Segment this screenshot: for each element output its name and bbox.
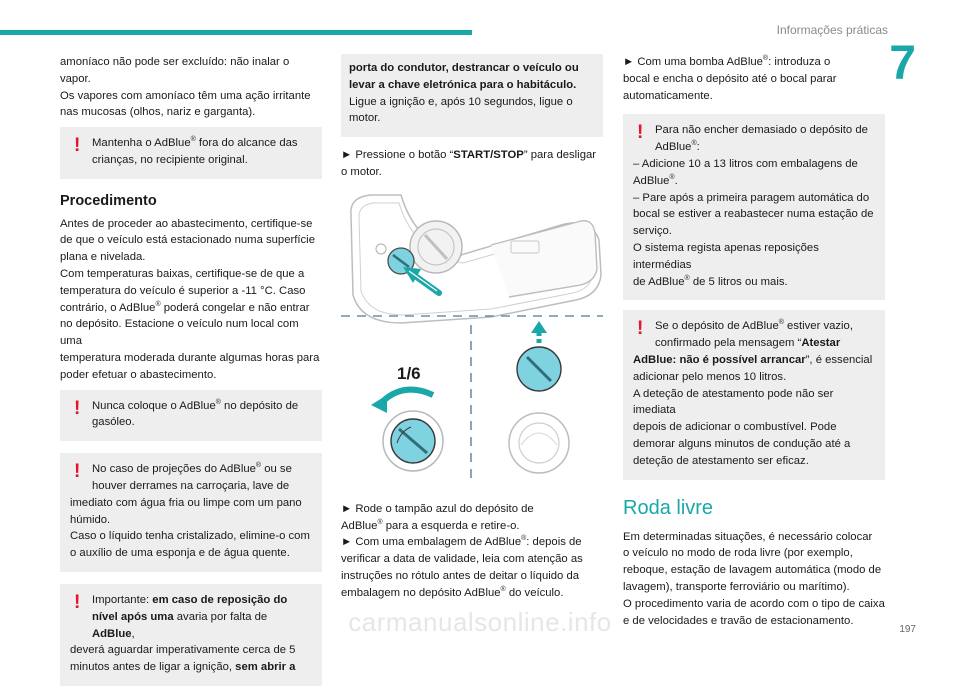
section-title: Informações práticas (776, 23, 888, 37)
column-left (60, 54, 322, 696)
freewheel-paragraph: Em determinadas situações, é necessário colocar o veículo no modo de roda livre (por exemplo, reboque, estação de lavagem automática (modo de lavagem), transporte ferroviário ou marítimo). O procedimento varia de acordo com o tipo de caixa e de velocidades e travão de estacionamento. (623, 530, 885, 627)
header-accent-bar (0, 30, 472, 35)
warning-box-spills: ! No caso de projeções do AdBlue® ou se houver derrames na carroçaria, lave de imediato com água fria ou limpe com um pano húmido. Caso o líquido tenha cristalizado, elimine-o com o auxílio de uma esponja e de água quente. (60, 453, 322, 572)
warning-icon: ! (637, 122, 644, 144)
warning-icon: ! (74, 397, 81, 419)
warning-box-important: ! Importante: em caso de reposição do nível após uma avaria por falta de AdBlue, deverá aguardar imperativamente cerca de 5 minutos antes de ligar a ignição, sem abrir a (60, 584, 322, 686)
warning-box-diesel: ! Nunca coloque o AdBlue® no depósito de gasóleo. (60, 390, 322, 442)
warning-icon: ! (637, 318, 644, 340)
procedure-paragraph: Antes de proceder ao abastecimento, certifique-se de que o veículo está estacionado numa superfície plana e nivelada. Com temperaturas baixas, certifique-se de que a temperatura do veículo é superior a -11 °C. Caso contrário, o AdBlue® poderá congelar e não entrar no depósito. Estacione o veículo num local com uma temperatura moderada durante algumas horas para poder efetuar o abastecimento. (60, 217, 320, 381)
step-stop-engine: ► Pressione o botão “START/STOP” para desligar o motor. (341, 149, 597, 178)
step-pump: ► Com uma bomba AdBlue®: introduza o bocal e encha o depósito até o bocal parar automaticamente. (623, 55, 837, 102)
warning-box-empty-tank: ! Se o depósito de AdBlue® estiver vazio, confirmado pela mensagem “Atestar AdBlue: não é possível arrancar”, é essencial adicionar pelo menos 10 litros. A deteção de atestamento pode não ser imediata depois de adicionar o combustível. Pode demorar alguns minutos de condução até a deteção de atestamento ser eficaz. (623, 310, 885, 479)
watermark: carmanualsonline.info (348, 607, 612, 637)
adblue-filler-illustration (341, 185, 603, 493)
column-right (623, 54, 885, 629)
step-remove-cap: ► Rode o tampão azul do depósito de AdBlue® para a esquerda e retire-o. ► Com uma embalagem de AdBlue®: depois de verificar a data de validade, leia com atenção as instruções no rótulo antes de deitar o líquido da embalagem no depósito AdBlue® do veículo. (341, 502, 583, 599)
filler-cap-diagram (341, 185, 603, 493)
column-middle (341, 54, 603, 602)
intro-paragraph: amoníaco não pode ser excluído: não inalar o vapor. Os vapores com amoníaco têm uma ação irritante nas mucosas (olhos, nariz e garganta). (60, 56, 311, 119)
warning-icon: ! (74, 461, 81, 483)
rotation-label: 1/6 (397, 363, 421, 383)
chapter-number: 7 (889, 37, 916, 90)
continued-warning-box: porta do condutor, destrancar o veículo ou levar a chave eletrónica para o habitáculo. Ligue a ignição e, após 10 segundos, ligue o motor. (341, 54, 603, 137)
warning-box-overfill: ! Para não encher demasiado o depósito de AdBlue®: – Adicione 10 a 13 litros com embalagens de AdBlue®. – Pare após a primeira paragem automática do bocal se estiver a reabastecer numa estação de serviço. O sistema regista apenas reposições intermédias de AdBlue® de 5 litros ou mais. (623, 114, 885, 300)
warning-icon: ! (74, 591, 81, 613)
warning-box-children: ! Mantenha o AdBlue® fora do alcance das crianças, no recipiente original. (60, 127, 322, 179)
page-number: 197 (899, 624, 916, 635)
procedure-heading: Procedimento (60, 192, 157, 209)
warning-icon: ! (74, 135, 81, 157)
freewheel-heading: Roda livre (623, 496, 714, 519)
